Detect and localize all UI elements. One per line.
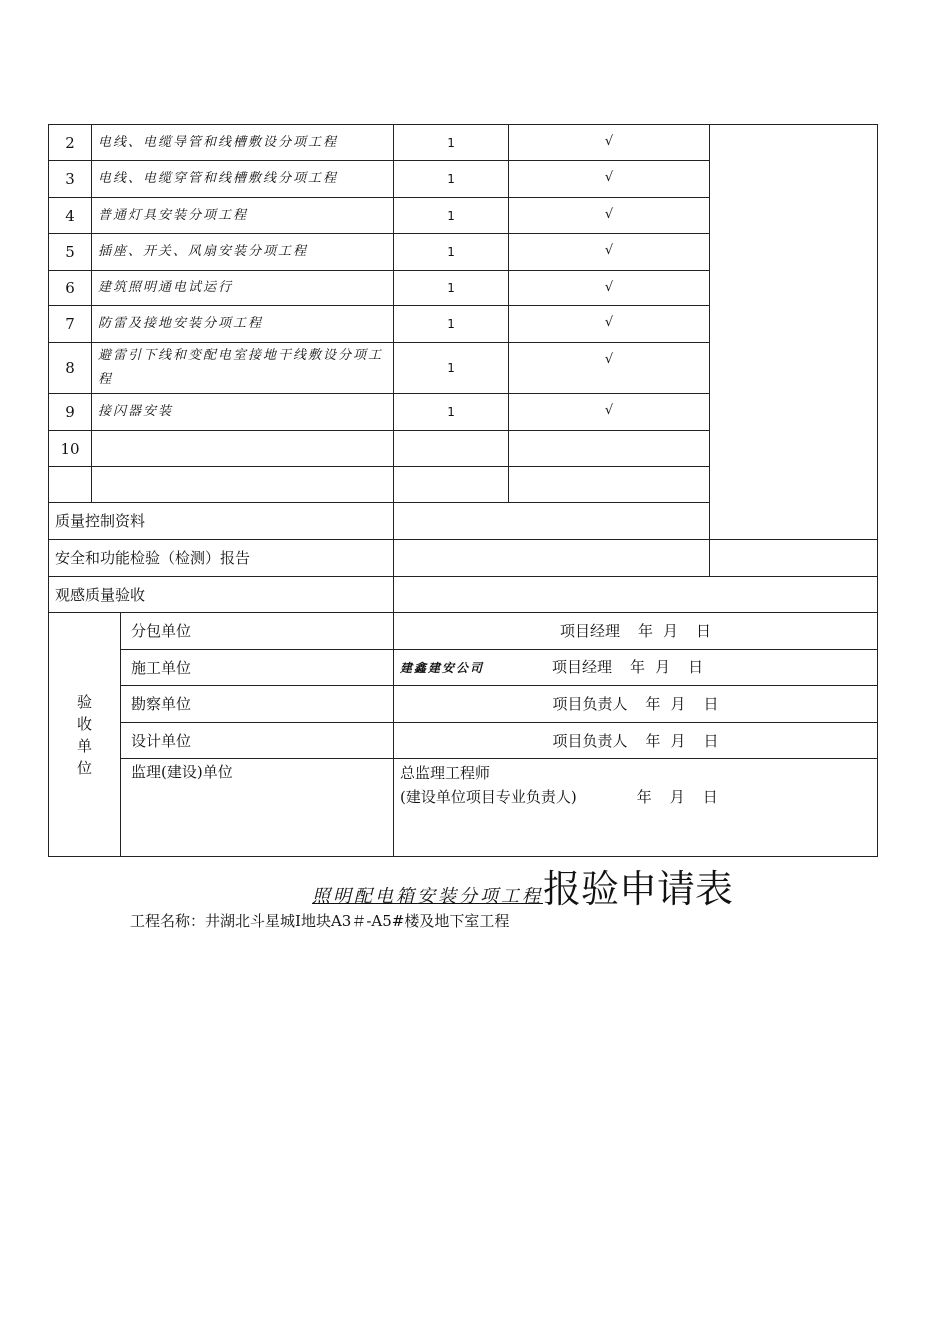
survey-sign <box>394 686 878 723</box>
item-number: 10 <box>49 431 92 467</box>
item-name <box>92 431 394 467</box>
safety-report-value <box>394 540 710 577</box>
item-qty: 1 <box>394 394 509 431</box>
item-check: √ <box>509 343 710 394</box>
constructor-sign <box>394 650 878 686</box>
subcontractor-label: 分包单位 <box>121 613 394 650</box>
acceptance-char: 验 <box>76 692 92 711</box>
item-qty: 1 <box>394 161 509 198</box>
constructor-row <box>49 650 878 686</box>
month-label: 月 <box>663 622 679 640</box>
item-name: 避雷引下线和变配电室接地干线敷设分项工程 <box>92 343 394 394</box>
year-label: 年 <box>645 731 661 750</box>
project-leader-label: 项目负责人 <box>552 695 628 713</box>
safety-report-row <box>49 540 878 577</box>
month-label: 月 <box>670 731 686 750</box>
quality-control-row <box>49 503 878 540</box>
day-label: 日 <box>696 622 712 640</box>
item-name: 接闪器安装 <box>92 394 394 431</box>
item-number: 3 <box>49 161 92 198</box>
title-main: 报验申请表 <box>543 867 734 911</box>
project-manager-label: 项目经理 <box>552 658 613 676</box>
year-label: 年 <box>630 658 646 676</box>
item-check: √ <box>509 125 710 161</box>
subcontractor-row <box>49 613 878 650</box>
year-label: 年 <box>636 788 652 806</box>
item-check: √ <box>509 198 710 234</box>
supervision-sign <box>394 759 878 857</box>
design-sign <box>394 723 878 759</box>
survey-label: 勘察单位 <box>121 686 394 723</box>
day-label: 日 <box>702 788 718 806</box>
acceptance-form-table <box>48 124 878 857</box>
appearance-label: 观感质量验收 <box>49 577 394 613</box>
item-number: 8 <box>49 343 92 394</box>
item-qty: 1 <box>394 306 509 343</box>
item-check: √ <box>509 234 710 271</box>
project-name-label: 工程名称： <box>130 912 206 930</box>
item-qty <box>394 431 509 467</box>
item-name: 防雷及接地安装分项工程 <box>92 306 394 343</box>
quality-control-value <box>394 503 878 540</box>
owner-leader-label: (建设单位项目专业负责人) <box>400 788 577 806</box>
item-number: 4 <box>49 198 92 234</box>
safety-report-remark <box>710 540 878 577</box>
constructor-label: 施工单位 <box>121 650 394 686</box>
empty-cell <box>394 467 509 503</box>
month-label: 月 <box>670 695 686 713</box>
item-number: 5 <box>49 234 92 271</box>
item-name: 电线、电缆穿管和线槽敷线分项工程 <box>92 161 394 198</box>
year-label: 年 <box>645 695 661 713</box>
day-label: 日 <box>703 731 719 750</box>
design-row <box>49 723 878 759</box>
item-name: 插座、开关、风扇安装分项工程 <box>92 234 394 271</box>
safety-report-label: 安全和功能检验（检测）报告 <box>49 540 394 577</box>
item-number: 7 <box>49 306 92 343</box>
quality-control-label: 质量控制资料 <box>49 503 394 540</box>
project-manager-label: 项目经理 <box>559 622 620 640</box>
empty-cell <box>509 467 710 503</box>
subcontractor-sign <box>394 613 878 650</box>
item-number: 9 <box>49 394 92 431</box>
item-qty: 1 <box>394 234 509 271</box>
survey-row <box>49 686 878 723</box>
item-name: 普通灯具安装分项工程 <box>92 198 394 234</box>
item-check: √ <box>509 394 710 431</box>
item-name: 电线、电缆导管和线槽敷设分项工程 <box>92 125 394 161</box>
day-label: 日 <box>688 658 704 676</box>
month-label: 月 <box>669 788 685 806</box>
day-label: 日 <box>703 695 719 713</box>
supervision-row <box>49 759 878 857</box>
empty-cell <box>92 467 394 503</box>
supervision-label: 监理(建设)单位 <box>121 759 394 857</box>
design-label: 设计单位 <box>121 723 394 759</box>
project-leader-label: 项目负责人 <box>552 731 628 750</box>
chief-supervisor-label: 总监理工程师 <box>400 764 491 782</box>
acceptance-char: 单 <box>76 736 92 755</box>
constructor-company: 建鑫建安公司 <box>400 661 485 675</box>
year-label: 年 <box>638 622 654 640</box>
item-qty: 1 <box>394 198 509 234</box>
appearance-row <box>49 577 878 613</box>
acceptance-char: 位 <box>76 758 92 777</box>
project-name-line <box>130 910 509 931</box>
item-qty: 1 <box>394 343 509 394</box>
item-qty: 1 <box>394 125 509 161</box>
empty-cell <box>49 467 92 503</box>
title-subproject: 照明配电箱安装分项工程 <box>312 886 543 907</box>
acceptance-unit-label <box>49 613 121 857</box>
table-row <box>49 125 878 161</box>
item-check: √ <box>509 271 710 306</box>
item-name: 建筑照明通电试运行 <box>92 271 394 306</box>
acceptance-char: 收 <box>76 714 92 733</box>
item-check: √ <box>509 306 710 343</box>
item-number: 2 <box>49 125 92 161</box>
item-check <box>509 431 710 467</box>
item-qty: 1 <box>394 271 509 306</box>
remark-cell <box>710 125 878 540</box>
form-title <box>312 858 872 913</box>
month-label: 月 <box>655 658 671 676</box>
item-check: √ <box>509 161 710 198</box>
project-name-value: 井湖北斗星城Ⅰ地块A3＃-A5#楼及地下室工程 <box>205 912 510 930</box>
appearance-value <box>394 577 878 613</box>
item-number: 6 <box>49 271 92 306</box>
